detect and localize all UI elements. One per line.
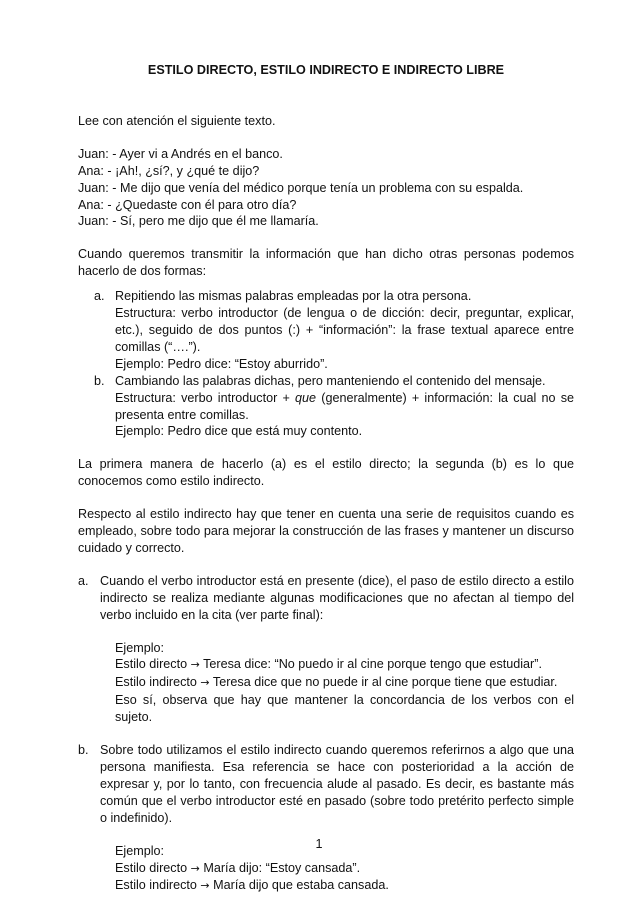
form-structure: Estructura: verbo introductor (de lengua o de dicción: decir, preguntar, explicar, etc.), seguido de dos puntos (:) + “información”: la frase textual aparece entre comillas (“….”). — [115, 306, 574, 354]
dialogue-line: Juan: - Ayer vi a Andrés en el banco. — [78, 146, 283, 161]
indirect-label: Estilo indirecto — [115, 878, 197, 893]
list-marker: a. — [78, 573, 89, 588]
page-number: 1 — [315, 837, 323, 851]
document-title: ESTILO DIRECTO, ESTILO INDIRECTO E INDIRECTO LIBRE — [147, 63, 505, 77]
list-item-body — [115, 373, 574, 441]
direct-label: Estilo directo — [115, 860, 188, 875]
direct-example — [115, 860, 574, 878]
rule-text: Cuando el verbo introductor está en presente (dice), el paso de estilo directo a estilo indirecto se realiza mediante algunas modificaciones que no afectan al tiempo del verbo incluido en la cita (ver parte final): — [100, 573, 574, 622]
list-item — [78, 373, 574, 441]
form-example: Ejemplo: Pedro dice: “Estoy aburrido”. — [115, 356, 328, 371]
dialogue-line: Juan: - Me dijo que venía del médico porque tenía un problema con su espalda. — [78, 180, 524, 195]
list-marker: b. — [78, 743, 89, 758]
rule-body — [100, 573, 574, 624]
direct-text: Teresa dice: “No puedo ir al cine porque tengo que estudiar”. — [203, 657, 542, 672]
list-item-body — [115, 288, 574, 373]
dialogue-line: Ana: - ¿Quedaste con él para otro día? — [78, 197, 297, 212]
form-example: Ejemplo: Pedro dice que está muy contento. — [115, 424, 363, 439]
form-head: Repitiendo las mismas palabras empleadas por la otra persona. — [115, 289, 472, 304]
rule-item — [78, 742, 574, 827]
form-structure — [115, 390, 574, 424]
arrow-icon: → — [200, 676, 210, 690]
structure-que: que — [295, 390, 317, 405]
indirect-label: Estilo indirecto — [115, 675, 197, 690]
structure-text: Estructura: verbo introductor + — [115, 390, 296, 405]
paragraph-direct-indirect: La primera manera de hacerlo (a) es el estilo directo; la segunda (b) es lo que conocemos como estilo indirecto. — [78, 457, 574, 489]
example-label: Ejemplo: — [115, 843, 164, 858]
dialogue-line: Ana: - ¡Ah!, ¿sí?, y ¿qué te dijo? — [78, 163, 260, 178]
example-note: Eso sí, observa que hay que mantener la concordancia de los verbos con el sujeto. — [115, 693, 574, 725]
forms-list — [78, 288, 574, 440]
paragraph-requirements: Respecto al estilo indirecto hay que tener en cuenta una serie de requisitos cuando es empleado, sobre todo para mejorar la construcción de las frases y mantener un discurso cuidado y correcto. — [78, 507, 574, 555]
list-item — [78, 288, 574, 373]
example-block — [78, 640, 574, 727]
intro-text: Lee con atención el siguiente texto. — [78, 113, 276, 128]
arrow-icon: → — [190, 861, 200, 875]
indirect-example — [115, 674, 574, 692]
dialogue-line: Juan: - Sí, pero me dijo que él me llamaría. — [78, 214, 319, 229]
list-marker: b. — [94, 373, 105, 388]
list-marker: a. — [94, 289, 105, 304]
direct-label: Estilo directo — [115, 657, 188, 672]
structure-text: (generalmente) + información: la cual no se presenta entre comillas. — [115, 390, 575, 422]
rule-text: Sobre todo utilizamos el estilo indirecto cuando queremos referirnos a algo que una persona manifiesta. Esa referencia se hace con posterioridad a la acción de expresar y, por lo tanto, con frecuencia alude al pasado. Es decir, es bastante más común que el verbo introductor esté en pasado (sobre todo pretérito perfecto simple o indefinido). — [100, 743, 574, 825]
rule-body — [100, 742, 574, 827]
arrow-icon: → — [190, 658, 200, 672]
form-head: Cambiando las palabras dichas, pero manteniendo el contenido del mensaje. — [115, 373, 546, 388]
indirect-text: Teresa dice que no puede ir al cine porque tiene que estudiar. — [212, 675, 558, 690]
indirect-example — [115, 877, 574, 895]
paragraph-two-forms: Cuando queremos transmitir la información que han dicho otras personas podemos hacerlo de dos formas: — [78, 247, 574, 279]
direct-example — [115, 656, 574, 674]
direct-text: María dijo: “Estoy cansada”. — [203, 860, 361, 875]
rule-item — [78, 573, 574, 624]
example-label: Ejemplo: — [115, 640, 164, 655]
arrow-icon: → — [200, 879, 210, 893]
indirect-text: María dijo que estaba cansada. — [213, 878, 389, 893]
dialogue-block — [78, 146, 574, 231]
